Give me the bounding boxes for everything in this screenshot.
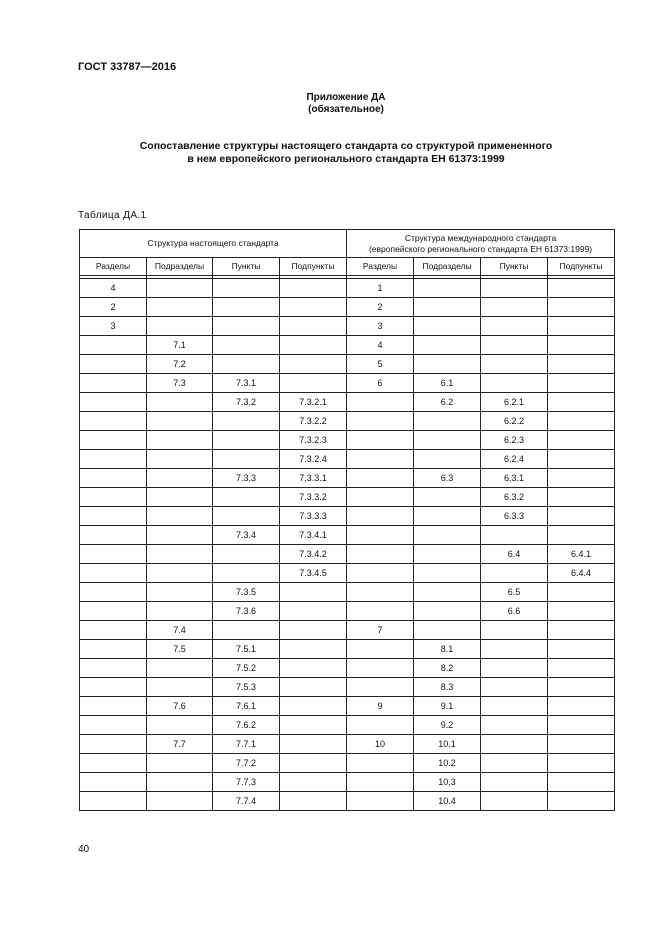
- table-row: [80, 678, 615, 697]
- table-cell: 9: [347, 697, 414, 716]
- table-cell: [213, 336, 280, 355]
- table-row: [80, 298, 615, 317]
- table-cell: [280, 336, 347, 355]
- table-cell: [481, 336, 548, 355]
- table-row: [80, 412, 615, 431]
- table-cell: 7.4: [147, 621, 213, 640]
- table-cell: 7.3.2.2: [280, 412, 347, 431]
- table-cell: 7.3.4.1: [280, 526, 347, 545]
- table-cell: [548, 298, 615, 317]
- table-cell: [414, 450, 481, 469]
- table-cell: [347, 792, 414, 811]
- table-cell: 4: [347, 336, 414, 355]
- table-cell: 5: [347, 355, 414, 374]
- table-row: [80, 526, 615, 545]
- table-cell: [147, 298, 213, 317]
- table-cell: [147, 317, 213, 336]
- table-cell: [280, 640, 347, 659]
- table-cell: 7.3.4.2: [280, 545, 347, 564]
- table-cell: [80, 621, 147, 640]
- table-cell: [548, 374, 615, 393]
- table-cell: [147, 393, 213, 412]
- table-cell: [347, 545, 414, 564]
- table-cell: 7.7.2: [213, 754, 280, 773]
- table-cell: [147, 583, 213, 602]
- table-cell: [280, 298, 347, 317]
- table-cell: [147, 450, 213, 469]
- table-cell: [347, 678, 414, 697]
- table-row: [80, 488, 615, 507]
- table-row: [80, 355, 615, 374]
- table-cell: [347, 469, 414, 488]
- table-cell: [481, 564, 548, 583]
- table-cell: [347, 754, 414, 773]
- table-cell: [80, 678, 147, 697]
- column-header: Подпункты: [280, 258, 347, 276]
- table-cell: [280, 602, 347, 621]
- column-header: Подпункты: [548, 258, 615, 276]
- table-cell: 7.1: [147, 336, 213, 355]
- table-row: [80, 279, 615, 298]
- table-cell: [548, 621, 615, 640]
- table-cell: [548, 754, 615, 773]
- table-cell: [80, 507, 147, 526]
- table-cell: [481, 374, 548, 393]
- table-cell: 10.3: [414, 773, 481, 792]
- table-cell: [280, 374, 347, 393]
- table-cell: [280, 317, 347, 336]
- table-cell: [213, 450, 280, 469]
- table-cell: [80, 583, 147, 602]
- table-cell: 6.3.3: [481, 507, 548, 526]
- table-cell: [80, 659, 147, 678]
- table-cell: [347, 393, 414, 412]
- table-cell: [414, 507, 481, 526]
- comparison-table: [79, 229, 615, 811]
- table-cell: [548, 317, 615, 336]
- table-cell: [147, 564, 213, 583]
- group-header-line-2: (европейского регионального стандарта ЕН 61373:1999): [368, 243, 593, 254]
- table-cell: 6: [347, 374, 414, 393]
- table-cell: [147, 488, 213, 507]
- table-cell: [347, 507, 414, 526]
- table-cell: [80, 469, 147, 488]
- table-cell: 6.2.3: [481, 431, 548, 450]
- table-cell: [280, 678, 347, 697]
- table-cell: [147, 526, 213, 545]
- table-cell: [414, 583, 481, 602]
- table-cell: 7.5.2: [213, 659, 280, 678]
- table-cell: [80, 640, 147, 659]
- table-cell: 1: [347, 279, 414, 298]
- table-row: [80, 317, 615, 336]
- page-number: 40: [78, 844, 90, 855]
- table-cell: [548, 773, 615, 792]
- table-cell: [80, 564, 147, 583]
- table-cell: [280, 279, 347, 298]
- group-header-international-standard: [347, 230, 615, 258]
- table-cell: 10: [347, 735, 414, 754]
- table-cell: [213, 621, 280, 640]
- table-cell: [147, 716, 213, 735]
- table-row: [80, 469, 615, 488]
- table-cell: 7.3.4.5: [280, 564, 347, 583]
- table-cell: [80, 412, 147, 431]
- table-cell: [414, 317, 481, 336]
- table-cell: [548, 716, 615, 735]
- table-cell: 7.3.3.2: [280, 488, 347, 507]
- table-cell: [548, 526, 615, 545]
- column-header: Разделы: [80, 258, 147, 276]
- table-cell: [414, 488, 481, 507]
- table-cell: [347, 640, 414, 659]
- table-cell: 7.7.1: [213, 735, 280, 754]
- table-cell: [414, 431, 481, 450]
- table-cell: [347, 431, 414, 450]
- table-body: [80, 276, 615, 811]
- table-cell: [280, 697, 347, 716]
- table-cell: [80, 374, 147, 393]
- table-cell: [481, 754, 548, 773]
- table-cell: 6.3.2: [481, 488, 548, 507]
- table-cell: [548, 583, 615, 602]
- table-cell: 6.2.4: [481, 450, 548, 469]
- table-cell: 7.5.1: [213, 640, 280, 659]
- table-cell: 8.2: [414, 659, 481, 678]
- table-row: [80, 792, 615, 811]
- table-cell: [548, 602, 615, 621]
- table-cell: [548, 336, 615, 355]
- table-row: [80, 393, 615, 412]
- table-cell: [147, 773, 213, 792]
- table-cell: [80, 450, 147, 469]
- table-cell: [481, 792, 548, 811]
- table-row: [80, 545, 615, 564]
- table-cell: [213, 431, 280, 450]
- table-cell: [347, 716, 414, 735]
- annex-title: Приложение ДА: [306, 92, 386, 103]
- table-cell: [481, 355, 548, 374]
- table-cell: [147, 678, 213, 697]
- table-cell: 7.3.2.4: [280, 450, 347, 469]
- table-cell: [280, 621, 347, 640]
- table-cell: [80, 431, 147, 450]
- table-cell: 7.5: [147, 640, 213, 659]
- table-cell: [213, 545, 280, 564]
- table-cell: [280, 583, 347, 602]
- table-cell: 6.2.1: [481, 393, 548, 412]
- table-cell: [80, 754, 147, 773]
- table-row: [80, 602, 615, 621]
- table-row: [80, 697, 615, 716]
- column-header: Подразделы: [414, 258, 481, 276]
- table-cell: [347, 412, 414, 431]
- table-cell: 6.4.1: [548, 545, 615, 564]
- table-cell: [147, 545, 213, 564]
- table-cell: [548, 450, 615, 469]
- table-cell: [80, 716, 147, 735]
- table-cell: [548, 640, 615, 659]
- table-cell: [414, 412, 481, 431]
- table-cell: [481, 298, 548, 317]
- table-cell: [548, 412, 615, 431]
- table-cell: 7.3.4: [213, 526, 280, 545]
- table-cell: [481, 621, 548, 640]
- table-cell: [80, 545, 147, 564]
- table-row: [80, 450, 615, 469]
- table-cell: 7.3.5: [213, 583, 280, 602]
- table-cell: [548, 678, 615, 697]
- table-cell: [548, 469, 615, 488]
- table-cell: [548, 792, 615, 811]
- table-cell: [80, 355, 147, 374]
- table-cell: [481, 773, 548, 792]
- table-cell: [213, 317, 280, 336]
- table-cell: 7.6.1: [213, 697, 280, 716]
- table-cell: 7.3.2: [213, 393, 280, 412]
- table-cell: [481, 526, 548, 545]
- table-cell: [80, 393, 147, 412]
- table-cell: [548, 431, 615, 450]
- group-header-this-standard: Структура настоящего стандарта: [80, 230, 347, 258]
- table-cell: [347, 450, 414, 469]
- table-cell: [147, 279, 213, 298]
- table-cell: [213, 507, 280, 526]
- table-cell: 7.3.1: [213, 374, 280, 393]
- table-cell: [213, 355, 280, 374]
- document-code: ГОСТ 33787—2016: [78, 61, 177, 73]
- document-title: [0, 140, 661, 166]
- table-cell: 7.7.4: [213, 792, 280, 811]
- group-header-line-1: Структура международного стандарта: [404, 232, 557, 243]
- table-cell: 7.6: [147, 697, 213, 716]
- table-cell: [414, 564, 481, 583]
- table-cell: 7.5.3: [213, 678, 280, 697]
- table-cell: 6.2: [414, 393, 481, 412]
- table-cell: [548, 279, 615, 298]
- table-cell: [414, 526, 481, 545]
- table-cell: [147, 659, 213, 678]
- table-cell: [347, 526, 414, 545]
- table-row: [80, 716, 615, 735]
- table-cell: [481, 640, 548, 659]
- table-cell: [481, 659, 548, 678]
- table-cell: 6.2.2: [481, 412, 548, 431]
- table-label: Таблица ДА.1: [78, 210, 147, 221]
- table-cell: 6.4: [481, 545, 548, 564]
- table-cell: [347, 564, 414, 583]
- table-cell: 7.3: [147, 374, 213, 393]
- table-cell: 7.3.2.3: [280, 431, 347, 450]
- table-cell: 9.1: [414, 697, 481, 716]
- table-cell: 7.3.2.1: [280, 393, 347, 412]
- table-cell: 9.2: [414, 716, 481, 735]
- table-cell: [147, 431, 213, 450]
- table-cell: 7.3.6: [213, 602, 280, 621]
- table-cell: [280, 754, 347, 773]
- table-cell: [147, 792, 213, 811]
- table-cell: [548, 488, 615, 507]
- column-header: Пункты: [213, 258, 280, 276]
- table-cell: [414, 621, 481, 640]
- table-cell: [213, 298, 280, 317]
- table-cell: 6.4.4: [548, 564, 615, 583]
- table-cell: 6.5: [481, 583, 548, 602]
- table-cell: [414, 298, 481, 317]
- column-header: Подразделы: [147, 258, 213, 276]
- table-cell: 7.7.3: [213, 773, 280, 792]
- table-cell: [548, 697, 615, 716]
- table-cell: [414, 336, 481, 355]
- table-cell: [548, 659, 615, 678]
- table-cell: 7.3.3: [213, 469, 280, 488]
- table-cell: 2: [347, 298, 414, 317]
- table-row: [80, 583, 615, 602]
- table-row: [80, 621, 615, 640]
- table-row: [80, 659, 615, 678]
- table-cell: [280, 735, 347, 754]
- table-row: [80, 640, 615, 659]
- column-header: Разделы: [347, 258, 414, 276]
- table-cell: [548, 507, 615, 526]
- table-row: [80, 374, 615, 393]
- table-cell: [414, 355, 481, 374]
- table-cell: [481, 716, 548, 735]
- table-cell: [147, 412, 213, 431]
- table-cell: 6.6: [481, 602, 548, 621]
- table-cell: [280, 716, 347, 735]
- table-cell: 3: [80, 317, 147, 336]
- table-cell: [481, 678, 548, 697]
- table-cell: 7.3.3.3: [280, 507, 347, 526]
- title-line-1: Сопоставление структуры настоящего стандарта со структурой примененного: [139, 140, 553, 152]
- table-cell: 7.6.2: [213, 716, 280, 735]
- table-cell: 2: [80, 298, 147, 317]
- table-cell: [80, 336, 147, 355]
- table-cell: [347, 583, 414, 602]
- table-cell: [548, 355, 615, 374]
- table-cell: [147, 469, 213, 488]
- table-cell: [80, 697, 147, 716]
- table-cell: 3: [347, 317, 414, 336]
- table-row: [80, 336, 615, 355]
- annex-status: (обязательное): [308, 104, 384, 115]
- table-cell: 10.4: [414, 792, 481, 811]
- table-cell: [80, 735, 147, 754]
- table-cell: [347, 488, 414, 507]
- table-row: [80, 431, 615, 450]
- table-cell: [347, 659, 414, 678]
- column-header: Пункты: [481, 258, 548, 276]
- table-row: [80, 735, 615, 754]
- table-cell: [481, 279, 548, 298]
- table-cell: 7.2: [147, 355, 213, 374]
- table-cell: [548, 393, 615, 412]
- table-cell: [80, 792, 147, 811]
- table-cell: [481, 317, 548, 336]
- table-cell: [347, 773, 414, 792]
- table-row: [80, 507, 615, 526]
- table-cell: 7.3.3.1: [280, 469, 347, 488]
- table-cell: [213, 279, 280, 298]
- table-cell: [147, 754, 213, 773]
- table-cell: 6.1: [414, 374, 481, 393]
- table-cell: [80, 602, 147, 621]
- table-cell: [414, 279, 481, 298]
- table-cell: [80, 773, 147, 792]
- table-cell: [213, 412, 280, 431]
- table-cell: [280, 792, 347, 811]
- table-cell: 6.3: [414, 469, 481, 488]
- table-cell: [347, 602, 414, 621]
- table-cell: [414, 602, 481, 621]
- table-cell: 4: [80, 279, 147, 298]
- table-cell: [213, 564, 280, 583]
- table-cell: [548, 735, 615, 754]
- table-cell: [414, 545, 481, 564]
- table-cell: [481, 697, 548, 716]
- table-cell: [147, 602, 213, 621]
- column-header-row: [80, 258, 615, 276]
- table-cell: [481, 735, 548, 754]
- table-cell: [80, 526, 147, 545]
- table-cell: 10.1: [414, 735, 481, 754]
- table-cell: 7: [347, 621, 414, 640]
- table-row: [80, 773, 615, 792]
- table-cell: [80, 488, 147, 507]
- table-cell: [280, 773, 347, 792]
- annex-heading: [0, 92, 661, 116]
- table-cell: [280, 659, 347, 678]
- table-cell: 8.3: [414, 678, 481, 697]
- table-cell: 6.3.1: [481, 469, 548, 488]
- table-row: [80, 754, 615, 773]
- table-cell: [147, 507, 213, 526]
- table-row: [80, 564, 615, 583]
- table-cell: [280, 355, 347, 374]
- title-line-2: в нем европейского регионального стандарта ЕН 61373:1999: [187, 153, 505, 165]
- table-cell: 8.1: [414, 640, 481, 659]
- table-cell: [213, 488, 280, 507]
- table-cell: 10.2: [414, 754, 481, 773]
- table-cell: 7.7: [147, 735, 213, 754]
